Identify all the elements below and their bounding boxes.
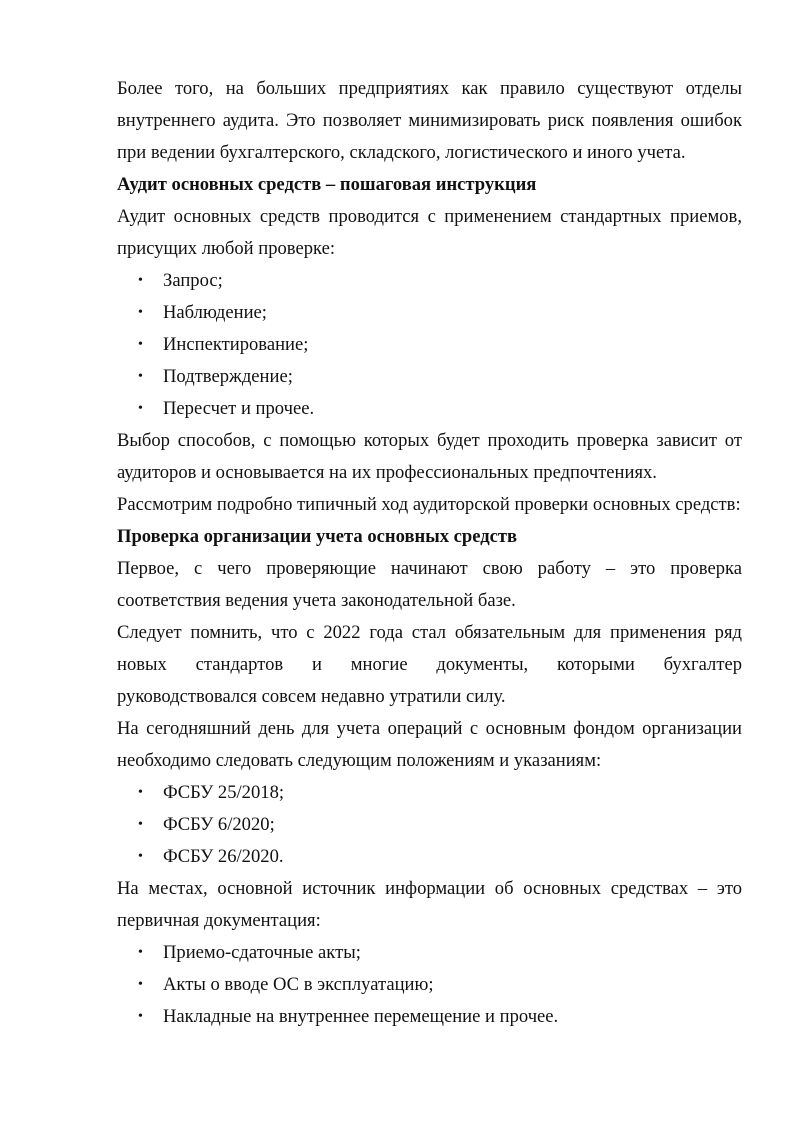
first-step-paragraph: Первое, с чего проверяющие начинают свою работу – это проверка соответствия ведения учета законодательной базе. [117,558,742,611]
standards-note-line: руководствовался совсем недавно утратили силу. [117,686,506,707]
regulations-list [117,777,742,873]
bullet-icon: • [138,817,143,832]
methods-intro-paragraph: Аудит основных средств проводится с применением стандартных приемов, присущих любой проверке: [117,206,742,259]
list-item: • Подтверждение; [117,361,742,393]
regulations-intro-paragraph: На сегодняшний день для учета операций с основным фондом организации необходимо следовать следующим положениям и указаниям: [117,718,742,771]
list-item: • ФСБУ 6/2020; [117,809,742,841]
section-heading-accounting-check: Проверка организации учета основных средств [117,526,518,547]
list-item: • ФСБУ 26/2020. [117,841,742,873]
standards-note-paragraph [117,617,742,713]
bullet-icon: • [138,305,143,320]
list-item: • Запрос; [117,265,742,297]
methods-choice-paragraph: Выбор способов, с помощью которых будет проходить проверка зависит от аудиторов и основывается на их профессиональных предпочтениях. [117,430,742,483]
intro-paragraph: Более того, на больших предприятиях как правило существуют отделы внутреннего аудита. Это позволяет минимизировать риск появления ошибок при ведении бухгалтерского, складского, логистического и иного учета. [117,78,742,163]
methods-list [117,265,742,425]
list-item: • Приемо-сдаточные акты; [117,937,742,969]
list-item: • ФСБУ 25/2018; [117,777,742,809]
list-item: • Инспектирование; [117,329,742,361]
bullet-icon: • [138,849,143,864]
list-item: • Акты о вводе ОС в эксплуатацию; [117,969,742,1001]
bullet-icon: • [138,977,143,992]
bullet-icon: • [138,337,143,352]
document-page [117,73,742,1033]
list-item: • Пересчет и прочее. [117,393,742,425]
bullet-icon: • [138,369,143,384]
bullet-icon: • [138,945,143,960]
bullet-icon: • [138,1009,143,1024]
bullet-icon: • [138,785,143,800]
bullet-icon: • [138,401,143,416]
list-item: • Накладные на внутреннее перемещение и прочее. [117,1001,742,1033]
sources-intro-paragraph: На местах, основной источник информации об основных средствах – это первичная документация: [117,878,742,931]
section-heading-audit-steps: Аудит основных средств – пошаговая инструкция [117,174,537,195]
standards-note-line: новых стандартов и многие документы, которыми бухгалтер [117,654,742,675]
sources-list [117,937,742,1033]
review-intro-paragraph: Рассмотрим подробно типичный ход аудиторской проверки основных средств: [117,494,741,515]
bullet-icon: • [138,273,143,288]
standards-note-line: Следует помнить, что с 2022 года стал обязательным для применения ряд [117,622,742,643]
list-item: • Наблюдение; [117,297,742,329]
